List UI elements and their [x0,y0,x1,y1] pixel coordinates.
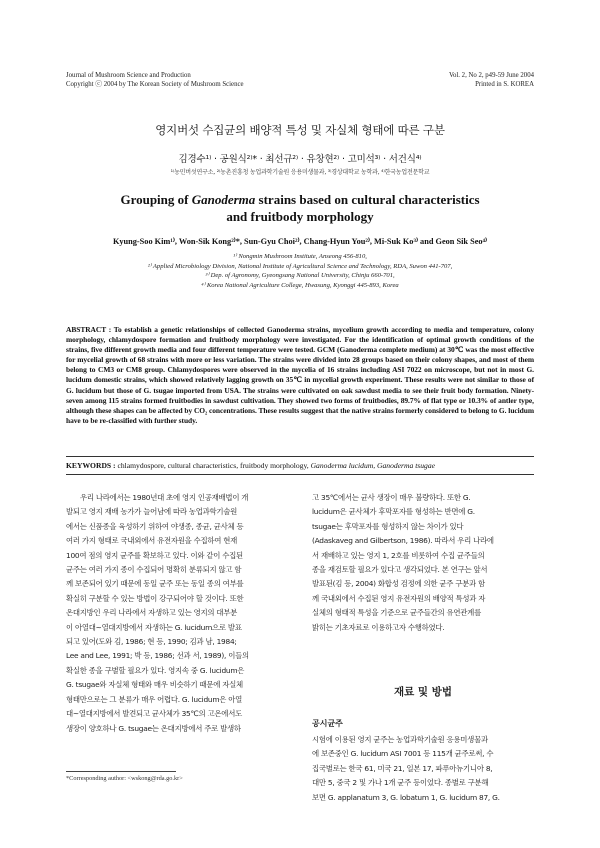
abstract [66,325,534,426]
body-line: 시험에 이용된 영지 균주는 농업과학기술원 응용미생물과 [312,735,488,744]
keywords-label: KEYWORDS : [66,461,116,470]
body-line: 종을 재검토할 필요가 있다고 생각되었다. 본 연구는 앞서 [312,565,488,575]
body-left-column [66,491,298,736]
body-line: 균주는 여러 가지 종이 수집되어 명확히 분류되지 않고 함 [66,565,242,575]
body-line: 밝히는 기초자료로 이용하고자 수행하였다. [312,622,445,632]
body-line: tsugae는 후막포자를 형성하지 않는 차이가 있다 [312,521,464,531]
title-genus: Ganoderma [191,192,256,207]
body-line: 우리 나라에서는 1980년대 초에 영지 인공재배법이 개 [80,493,249,502]
journal-name: Journal of Mushroom Science and Production [66,72,191,79]
body-line: G. tsugae와 자실체 형태와 매우 비슷하기 때문에 자실체 [66,680,243,690]
title-text: strains based on cultural characteristics [255,192,480,207]
english-authors: Kyung-Soo Kim¹⁾, Won-Sik Kong²⁾*, Sun-Gyu Choi²⁾, Chang-Hyun You²⁾, Mi-Suk Ko³⁾ and Geon Sik Seo⁴⁾ [112,237,488,246]
body-line: 확실히 구분할 수 있는 방법이 강구되어야 할 것이다. 또한 [66,593,244,603]
body-line: 께 국내외에서 수집된 영지 유전자원의 배양적 특성과 자 [312,593,486,603]
abstract-label: ABSTRACT : [66,325,112,334]
body-line: 100여 점의 영지 균주를 확보하고 있다. 이와 같이 수집된 [66,550,243,560]
body-line: 실체의 형태적 특성을 기준으로 균주들간의 유연관계를 [312,608,481,618]
body-line: 여러 가지 형태로 국내외에서 유전자원을 수집하여 현재 [66,536,238,546]
body-right-column-continued [312,733,534,805]
body-line: 대만 5, 중국 2 및 가나 1개 균주 등이었다. 종별로 구분해 [312,778,489,788]
body-line: 되고 있어(도와 김, 1986; 현 등, 1990; 김과 남, 1984; [66,637,237,647]
affiliation-line: ³⁾ Dep. of Agronomy, Gyeongsang National University, Chinju 660-701, [205,272,395,279]
title-text: Grouping of [120,192,192,207]
keywords-bottom-rule [66,474,534,475]
corresponding-author-footnote: *Corresponding author: <wskong@rda.go.kr> [66,775,183,782]
body-line: 보면 G. applanatum 3, G. lobatum 1, G. lucidum 87, G. [312,792,500,802]
abstract-text: To establish a genetic relationships of collected Ganoderma strains, mycelium growth according to media and temperature, colony morphology, chlamydospore formation and fruitbody morphology were investigated. For the identification of optimal growth conditions of the strains, five different growth media and four different temperature were tested. GCM (Ganoderma complete medium) at 30℃ was the most effective for mycelial growth of 68 strains with more or less variation. The strains were divided into 28 groups based on their colony shapes, and most of them belong to CM3 or CM8 group. Chlamydospores were observed in the mycelia of 16 strains including ASI 7022 on microscope, but not in most G. lucidum domestic strains, which showed relatively lagging growth on 35℃ in mycelial growth experiment. These results were not similar to those of G. lucidum but those of G. tsugae imported from USA. The strains were cultivated on oak sawdust media to see their fruit body formation. Ninety-seven among 115 strains formed fruitbodies in sawdust cultivation. They showed two forms of fruitbodies, 89.7% of flat type or 10.3% of antler type, although these shapes can be affected by CO₂ concentrations. These results suggest that the native strains formerly considered to belong to G. lucidum have to be re-classified with further study. [66,325,534,425]
keywords-italic: Ganoderma lucidum, Ganoderma tsugae [310,461,436,470]
running-header-left [66,71,244,89]
volume-line: Vol. 2, No 2, p49-59 June 2004 [448,72,534,79]
body-line: 고 35℃에서는 균사 생장이 매우 불량하다. 또한 G. [312,493,471,502]
footnote-rule [66,771,176,772]
english-title [0,191,600,225]
affiliation-line: ⁴⁾ Korea National Agriculture College, Hwasung, Kyonggi 445-893, Korea [201,281,399,289]
body-line: Lee and Lee, 1991; 박 등, 1986; 선과 서, 1989), 이들의 [66,651,249,661]
body-line: 확실한 종을 구별할 필요가 있다. 영지속 중 G. lucidum은 [66,665,245,675]
affiliation-line: ²⁾ Applied Microbiology Division, National Institute of Agricultural Science and Technology, RDA, Suwon 441-707, [147,262,453,270]
body-line: 형태만으로는 그 분류가 매우 어렵다. G. lucidum은 아열 [66,694,243,704]
running-header-right [449,71,534,89]
body-line: 서 재배하고 있는 영지 1, 2호를 비롯하여 수집 균주들의 [312,550,485,560]
body-line: 집국별로는 한국 61, 미국 21, 일본 17, 파푸아뉴기니아 8, [312,763,493,773]
section-heading-materials-methods: 재료 및 방법 [393,686,453,698]
body-line: 생장이 양호하나 G. tsugae는 온대지방에서 주로 발생하 [66,723,241,733]
body-line: (Adaskaveg and Gilbertson, 1986). 따라서 우리 나라에 [312,536,494,546]
body-right-column [312,491,534,635]
body-line: 대~열대지방에서 발견되고 균사체가 35℃의 고온에서도 [66,709,242,719]
copyright-line: Copyright ⓒ 2004 by The Korean Society of Mushroom Science [66,81,244,88]
body-line: 온대지방인 우리 나라에서 자생하고 있는 영지의 대부분 [66,608,238,618]
english-title-line-2: and fruitbody morphology [226,209,374,224]
body-line: 에 보존중인 G. lucidum ASI 7001 등 115개 균주로써, 수 [312,749,494,759]
affiliation-line: ¹⁾ Nongmin Mushroom Institute, Anseong 456-810, [233,253,367,260]
body-line: 에서는 신품종을 육성하기 위하여 야생종, 종균, 균사체 등 [66,521,244,531]
body-line: 발표된(김 등, 2004) 화합성 검정에 의한 균주 구분과 함 [312,579,485,589]
body-line: lucidum은 균사체가 후막포자를 형성하는 반면에 G. [312,507,475,517]
body-line: 발되고 영지 재배 농가가 늘어남에 따라 농업과학기술원 [66,507,238,517]
english-affiliations [0,252,600,290]
body-line: 이 아열대~열대지방에서 자생하는 G. lucidum으로 발표 [66,622,242,632]
printed-line: Printed in S. KOREA [475,81,534,88]
body-line: 께 보존되어 있기 때문에 동일 균주 또는 동일 종의 여부를 [66,579,244,589]
keywords-top-rule [66,456,534,457]
keywords [66,461,534,470]
english-title-line-1 [0,191,600,208]
korean-authors: 김경수¹⁾ · 공원식²⁾* · 최선규²⁾ · 유창현²⁾ · 고미석³⁾ · 서건식⁴⁾ [178,154,422,165]
keywords-text: chlamydospore, cultural characteristics, fruitbody morphology, [117,461,311,470]
subsection-heading-strains: 공시균주 [312,719,343,728]
korean-title: 영지버섯 수집균의 배양적 특성 및 자실체 형태에 따른 구분 [155,123,445,137]
korean-affiliations: ¹⁾농민버섯연구소, ²⁾농촌진흥청 농업과학기술원 응용미생물과, ³⁾경상대학교 농학과, ⁴⁾한국농업전문학교 [170,169,430,176]
